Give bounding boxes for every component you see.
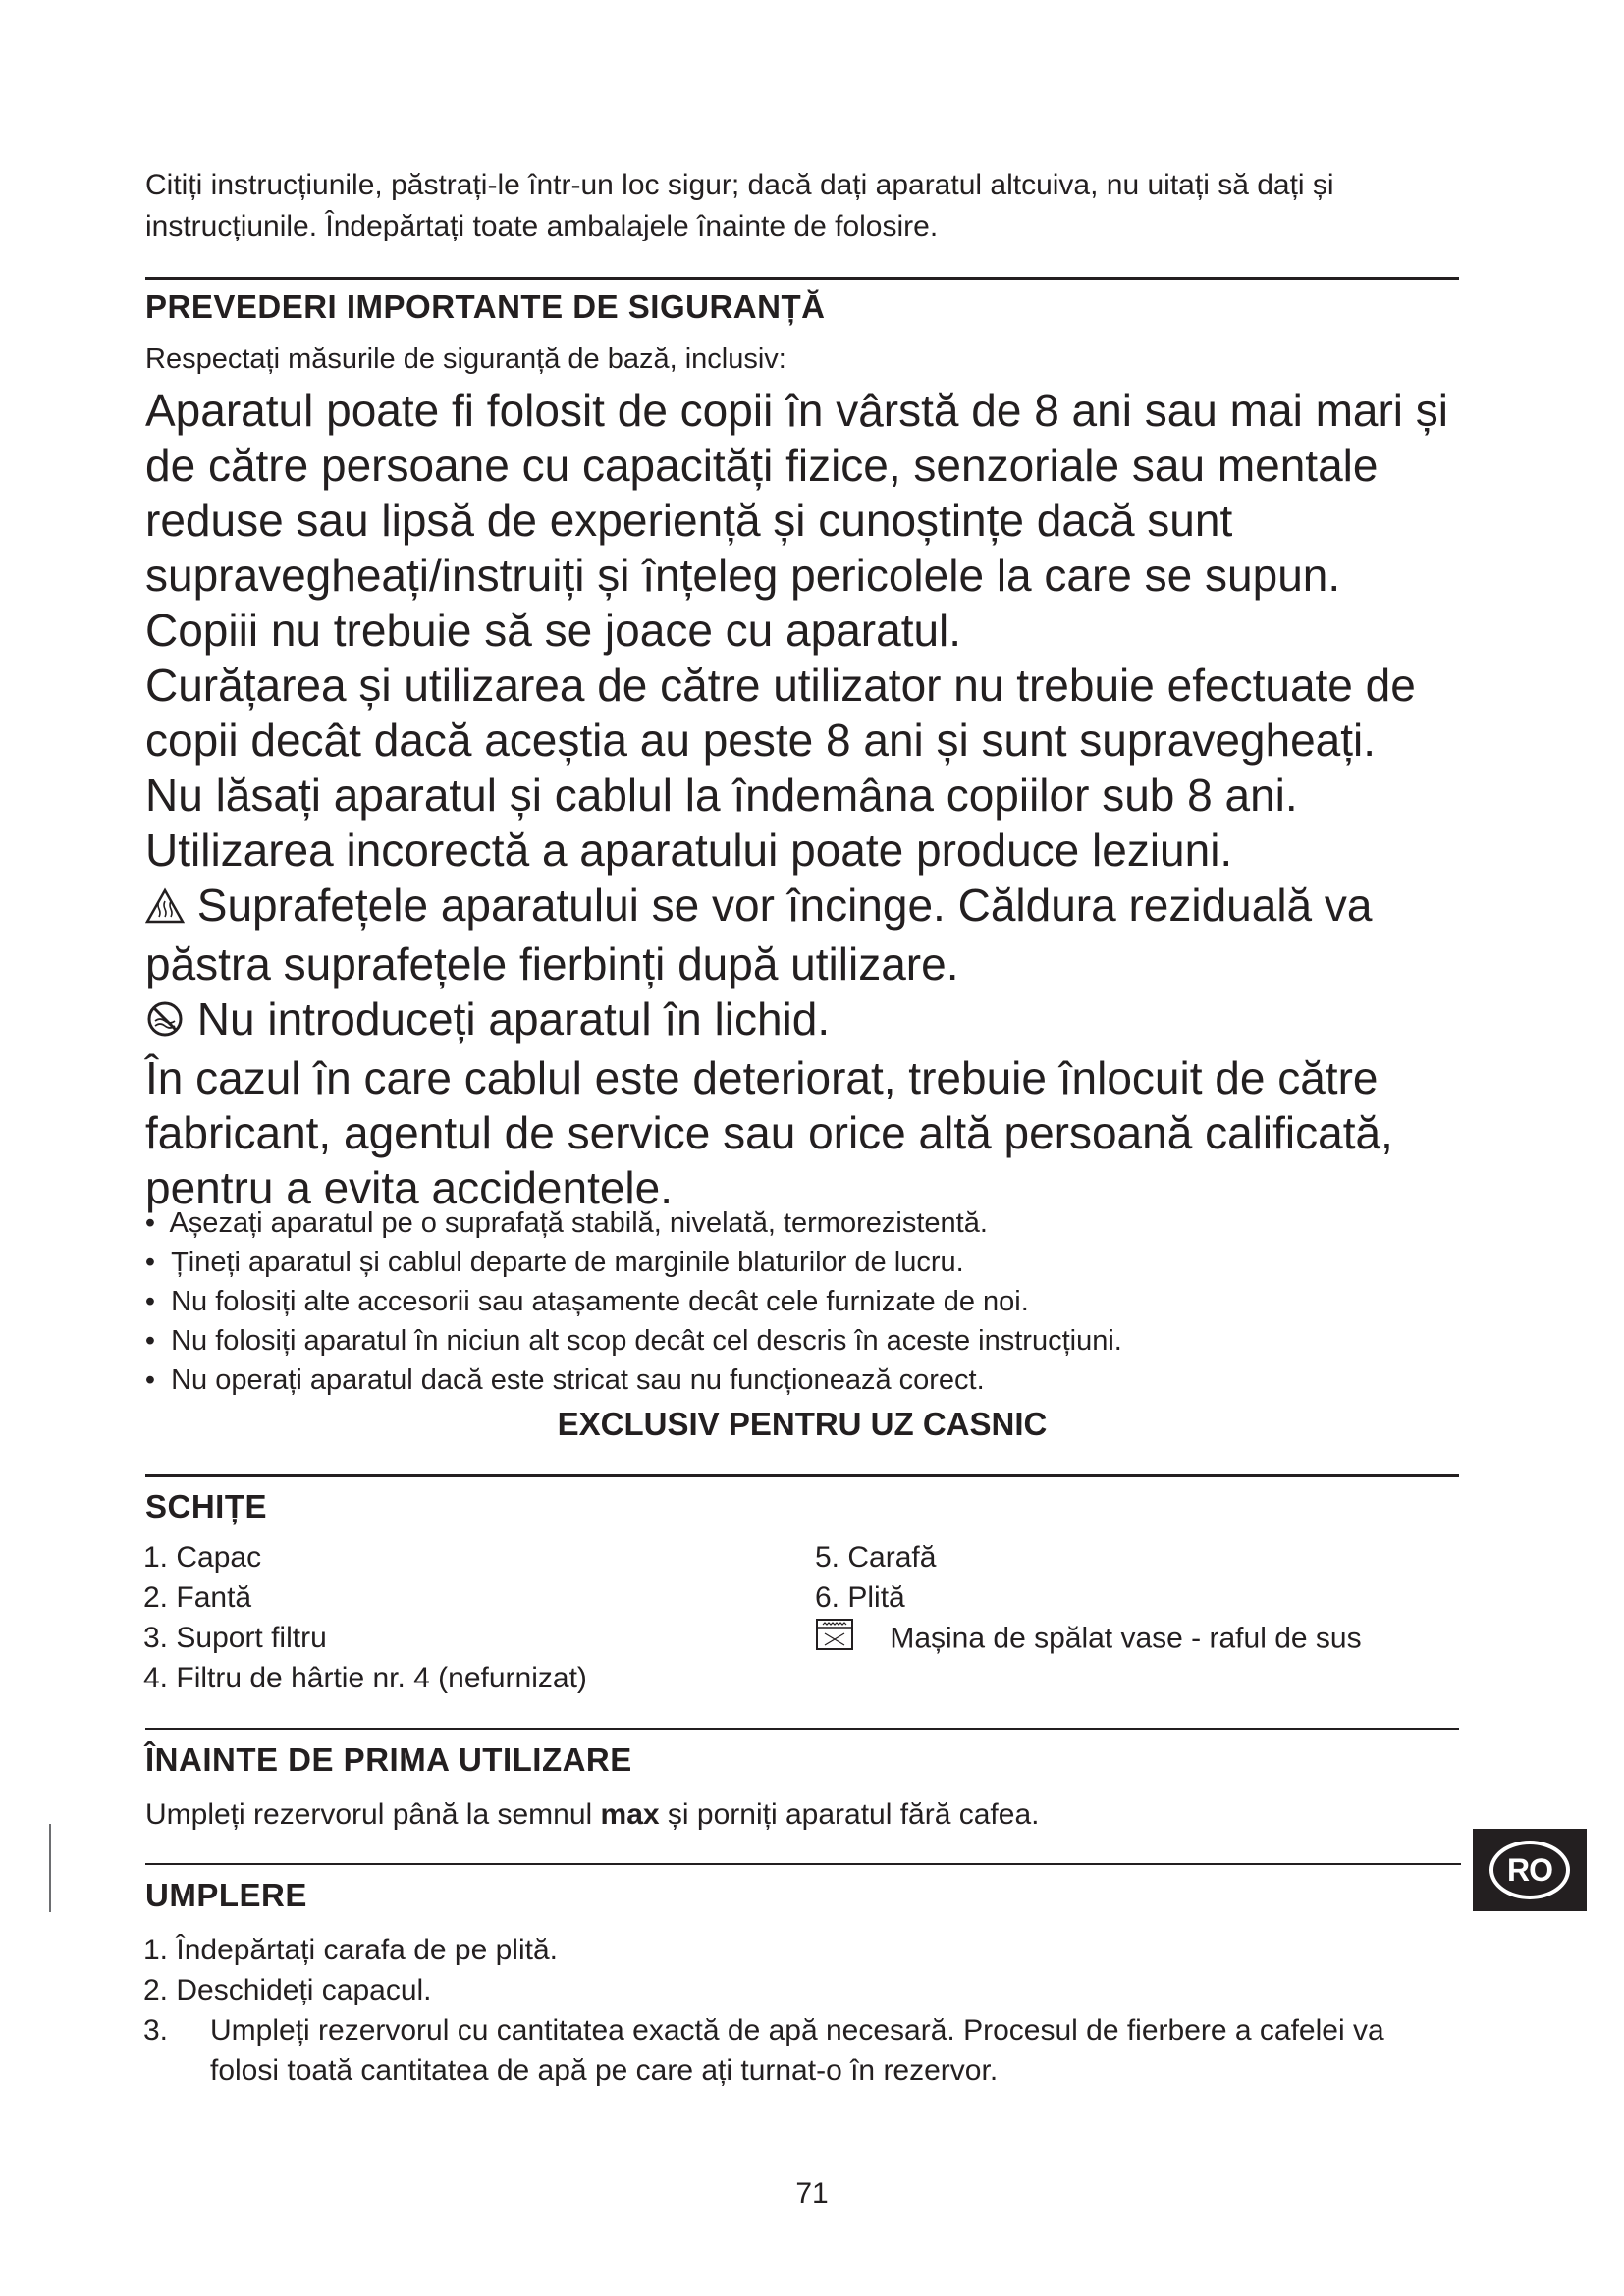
page-number: 71 [795, 2177, 829, 2210]
margin-line [49, 1824, 51, 1912]
list-item: • Țineți aparatul și cablul departe de marginile blaturilor de lucru. [144, 1247, 964, 1278]
first-use-text: Umpleți rezervorul până la semnul max și porniți aparatul fără cafea. [145, 1798, 1040, 1831]
list-item: • Așezați aparatul pe o suprafață stabilă, nivelată, termorezistentă. [144, 1207, 988, 1239]
do-not-immerse-icon [145, 995, 185, 1050]
safety-warnings [145, 383, 1481, 1215]
list-item: 6. Plită [815, 1581, 905, 1614]
list-item: • Nu operați aparatul dacă este stricat sau nu funcționează corect. [144, 1364, 985, 1396]
warning-line: supravegheați/instruiți și înțeleg pericolele la care se supun. [145, 550, 1341, 601]
dishwasher-label: Mașina de spălat vase - raful de sus [890, 1622, 1362, 1655]
section-divider [145, 1474, 1459, 1477]
list-item: 2. Fantă [143, 1581, 252, 1614]
warning-line: Utilizarea incorectă a aparatului poate produce leziuni. [145, 825, 1233, 876]
list-item: • Nu folosiți alte accesorii sau atașamente decât cele furnizate de noi. [144, 1286, 1029, 1317]
section-divider [145, 277, 1459, 280]
warning-line: Nu lăsați aparatul și cablul la îndemâna copiilor sub 8 ani. [145, 770, 1298, 821]
warning-line: În cazul în care cablul este deteriorat, trebuie înlocuit de către [145, 1051, 1379, 1103]
section-divider [145, 1728, 1459, 1730]
first-use-heading: ÎNAINTE DE PRIMA UTILIZARE [145, 1741, 632, 1778]
household-use-note: EXCLUSIV PENTRU UZ CASNIC [557, 1406, 1048, 1442]
warning-line: de către persoane cu capacități fizice, senzoriale sau mentale [145, 440, 1379, 491]
dishwasher-top-rack-icon [815, 1618, 854, 1662]
safety-subheading: Respectați măsurile de siguranță de bază, inclusiv: [145, 344, 786, 375]
list-item: 1. Îndepărtați carafa de pe plită. [143, 1934, 558, 1966]
no-immerse-text: Nu introduceți aparatul în lichid. [196, 992, 831, 1044]
parts-list-right [815, 1537, 1362, 1662]
list-item: 3. Suport filtru [143, 1622, 327, 1654]
list-item: • Nu folosiți aparatul în niciun alt scop decât cel descris în aceste instrucțiuni. [144, 1325, 1122, 1357]
list-item: 3. Umpleți rezervorul cu cantitatea exactă de apă necesară. Procesul de fierbere a cafelei va [143, 2014, 1384, 2047]
parts-list-left [143, 1537, 587, 1698]
language-code: RO [1489, 1841, 1570, 1899]
warning-line: Aparatul poate fi folosit de copii în vârstă de 8 ani sau mai mari și [145, 385, 1449, 436]
section-divider [145, 1863, 1461, 1865]
language-badge [1473, 1829, 1587, 1911]
safety-heading: PREVEDERI IMPORTANTE DE SIGURANȚĂ [145, 289, 826, 325]
warning-line: Copiii nu trebuie să se joace cu aparatul. [145, 605, 962, 656]
hot-surface-warning [145, 878, 1481, 936]
list-item [815, 1618, 1362, 1662]
parts-heading: SCHIȚE [145, 1488, 268, 1524]
intro-text: Citiți instrucțiunile, păstrați-le într-un loc sigur; dacă dați aparatul altcuiva, nu uitați să dați și instrucțiunile. Îndepărtați toate ambalajele înainte de folosire. [145, 169, 1334, 242]
warning-line: reduse sau lipsă de experiență și cunoștințe dacă sunt [145, 495, 1233, 546]
filling-heading: UMPLERE [145, 1877, 307, 1913]
hot-surface-text: Suprafețele aparatului se vor încinge. Căldura reziduală va [196, 880, 1373, 931]
list-item: 2. Deschideți capacul. [143, 1974, 432, 2006]
list-item: folosi toată cantitatea de apă pe care ați turnat-o în rezervor. [210, 2055, 999, 2087]
list-item: 5. Carafă [815, 1541, 937, 1574]
warning-line: păstra suprafețele fierbinți după utilizare. [145, 937, 959, 989]
hot-surface-warning-icon [145, 881, 185, 936]
list-item: 4. Filtru de hârtie nr. 4 (nefurnizat) [143, 1662, 587, 1694]
warning-line: pentru a evita accidentele. [145, 1161, 674, 1213]
warning-line: copii decât dacă aceștia au peste 8 ani și sunt supravegheați. [145, 715, 1377, 766]
safety-bullets [137, 1203, 1414, 1400]
list-item: 1. Capac [143, 1541, 262, 1574]
filling-steps [143, 1930, 1384, 2091]
no-immerse-warning [145, 991, 1481, 1050]
warning-line: fabricant, agentul de service sau orice altă persoană calificată, [145, 1106, 1393, 1158]
warning-line: Curățarea și utilizarea de către utilizator nu trebuie efectuate de [145, 660, 1416, 711]
